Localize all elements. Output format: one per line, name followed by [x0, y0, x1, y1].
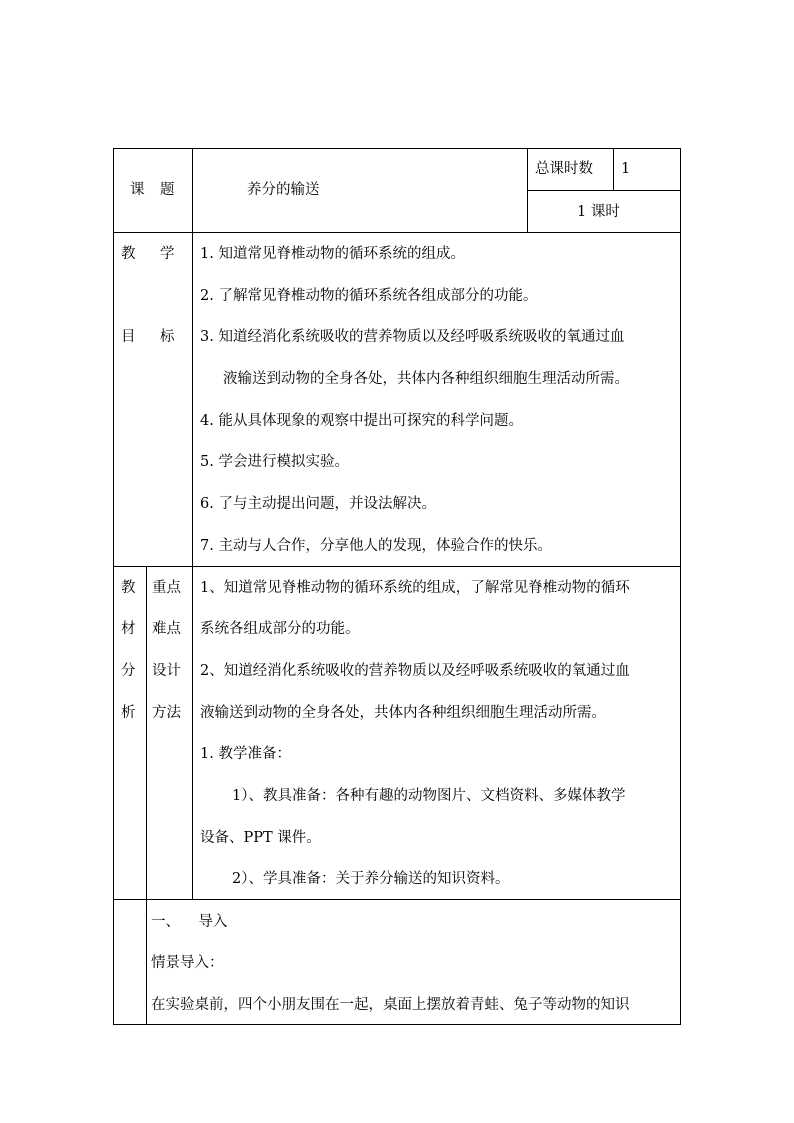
analysis-line: 1、知道常见脊椎动物的循环系统的组成，了解常见脊椎动物的循环 — [200, 580, 630, 596]
analysis-outer-label-char: 析 — [121, 705, 136, 721]
objective-item: 3. 知道经消化系统吸收的营养物质以及经呼吸系统吸收的氧通过血 — [200, 329, 625, 345]
objective-item: 2. 了解常见脊椎动物的循环系统各组成部分的功能。 — [200, 288, 538, 304]
lesson-topic-title: 养分的输送 — [247, 182, 320, 198]
total-hours-label: 总课时数 — [535, 161, 593, 177]
objectives-label-char: 目 — [121, 329, 136, 345]
objective-item: 7. 主动与人合作，分享他人的发现，体验合作的快乐。 — [200, 538, 552, 554]
table-border-top — [113, 148, 681, 149]
divider-header-row — [113, 232, 681, 233]
topic-label-char-2: 题 — [160, 182, 175, 198]
analysis-line: 1）、教具准备：各种有趣的动物图片、文档资料、多媒体教学 — [232, 788, 626, 804]
analysis-line: 2）、学具准备：关于养分输送的知识资料。 — [232, 871, 510, 887]
analysis-outer-label-char: 分 — [121, 663, 136, 679]
divider-label-col — [192, 148, 193, 899]
divider-hours-row — [527, 190, 681, 191]
analysis-inner-label: 难点 — [152, 621, 181, 637]
objective-item: 4. 能从具体现象的观察中提出可探究的科学问题。 — [200, 413, 523, 429]
objectives-label-char: 教 — [121, 246, 136, 262]
analysis-outer-label-char: 教 — [121, 580, 136, 596]
table-border-left — [113, 148, 114, 1025]
analysis-line: 设备、PPT 课件。 — [200, 830, 321, 846]
table-border-right — [680, 148, 681, 1025]
table-border-bottom — [113, 1024, 681, 1025]
total-hours-value: 1 — [621, 161, 631, 177]
objective-item: 1. 知道常见脊椎动物的循环系统的组成。 — [200, 246, 465, 262]
analysis-line: 2、知道经消化系统吸收的营养物质以及经呼吸系统吸收的氧通过血 — [200, 663, 630, 679]
hours-value: 1 课时 — [577, 204, 620, 220]
process-line: 在实验桌前，四个小朋友围在一起，桌面上摆放着青蛙、兔子等动物的知识 — [151, 997, 630, 1013]
process-section-heading: 一、 导入 — [151, 914, 228, 930]
objective-item: 6. 了与主动提出问题，并设法解决。 — [200, 496, 436, 512]
objectives-label-char: 标 — [160, 329, 175, 345]
analysis-inner-label: 方法 — [152, 705, 181, 721]
topic-label-char-1: 课 — [130, 182, 145, 198]
objectives-label-char: 学 — [160, 246, 175, 262]
objective-item: 5. 学会进行模拟实验。 — [200, 454, 349, 470]
analysis-inner-label: 设计 — [152, 663, 181, 679]
analysis-outer-label-char: 材 — [121, 621, 136, 637]
analysis-line: 1. 教学准备： — [200, 746, 291, 762]
analysis-line: 系统各组成部分的功能。 — [200, 621, 360, 637]
objective-item-continued: 液输送到动物的全身各处，共体内各种组织细胞生理活动所需。 — [223, 371, 629, 387]
process-line: 情景导入： — [151, 955, 224, 971]
divider-objectives-row — [113, 566, 681, 567]
divider-analysis-row — [113, 899, 681, 900]
analysis-line: 液输送到动物的全身各处，共体内各种组织细胞生理活动所需。 — [200, 705, 606, 721]
divider-hours-col — [613, 148, 614, 190]
analysis-inner-label: 重点 — [152, 580, 181, 596]
divider-analysis-subcol — [146, 566, 147, 1025]
